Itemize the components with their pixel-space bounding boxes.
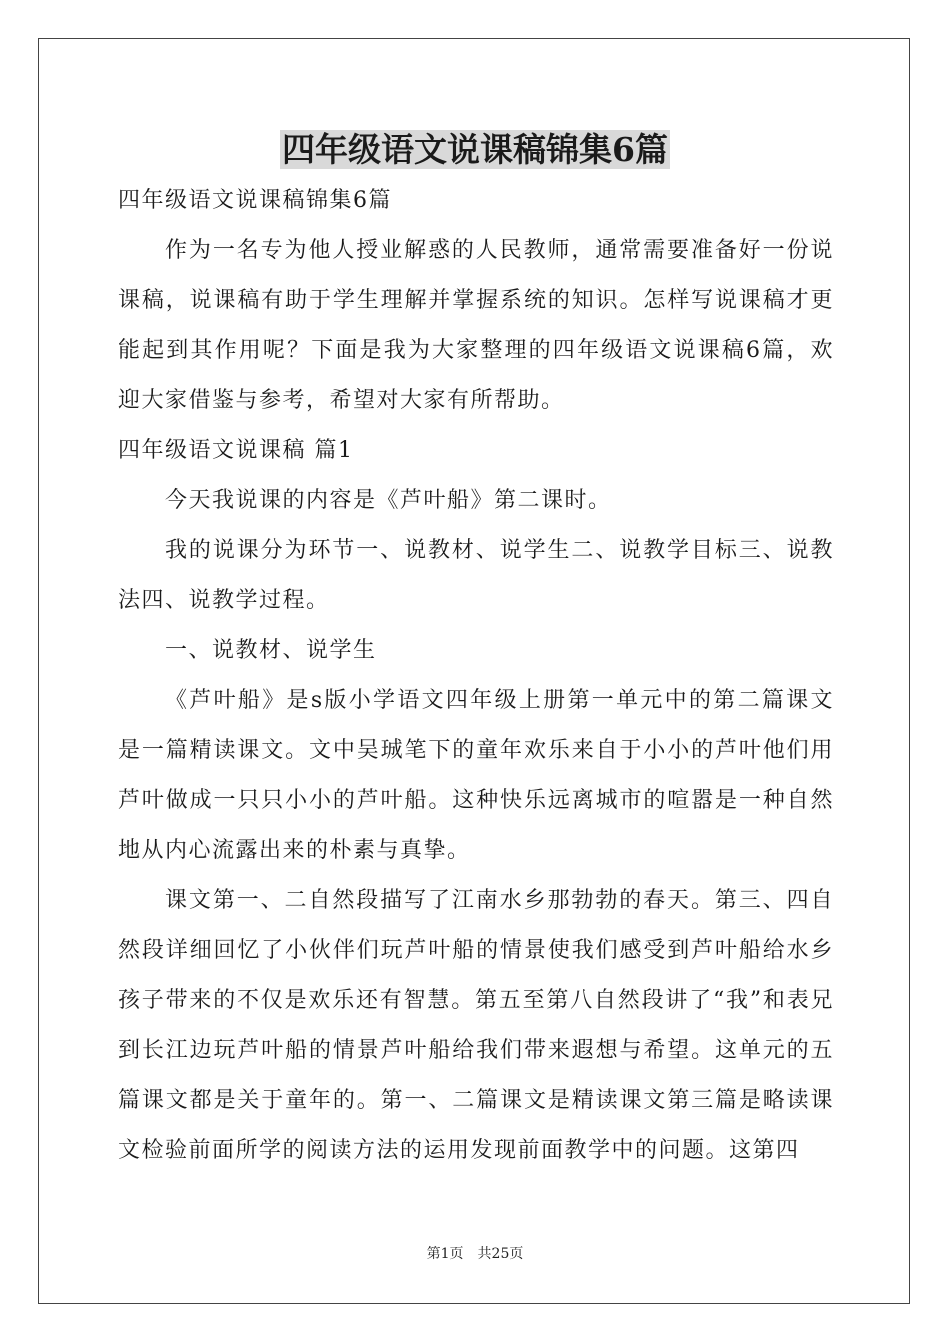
- paragraph: 我的说课分为环节一、说教材、说学生二、说教学目标三、说教法四、说教学过程。: [118, 538, 834, 613]
- paragraph: 课文第一、二自然段描写了江南水乡那勃勃的春天。第三、四自然段详细回忆了小伙伴们玩芦叶船的情景使我们感受到芦叶船给水乡孩子带来的不仅是欢乐还有智慧。第五至第八自然段讲了“我”和表兄到长江边玩芦叶船的情景芦叶船给我们带来遐想与希望。这单元的五篇课文都是关于童年的。第一、二篇课文是精读课文第三篇是略读课文检验前面所学的阅读方法的运用发现前面教学中的问题。这第四: [118, 888, 834, 1163]
- page-number: 第1页: [426, 1246, 464, 1262]
- page-footer: [0, 1243, 950, 1263]
- paragraph: 《芦叶船》是s版小学语文四年级上册第一单元中的第二篇课文是一篇精读课文。文中吴珹笔下的童年欢乐来自于小小的芦叶他们用芦叶做成一只只小小的芦叶船。这种快乐远离城市的喧嚣是一种自然地从内心流露出来的朴素与真挚。: [118, 688, 834, 863]
- paragraph-subtitle: 四年级语文说课稿锦集6篇: [118, 188, 392, 213]
- paragraph-intro: 作为一名专为他人授业解惑的人民教师，通常需要准备好一份说课稿，说课稿有助于学生理解并掌握系统的知识。怎样写说课稿才更能起到其作用呢？下面是我为大家整理的四年级语文说课稿6篇，欢迎大家借鉴与参考，希望对大家有所帮助。: [118, 238, 834, 413]
- paragraph: 今天我说课的内容是《芦叶船》第二课时。: [165, 488, 612, 513]
- document-title: 四年级语文说课稿锦集6篇: [282, 130, 668, 169]
- page-total: 共25页: [477, 1246, 524, 1262]
- subheading: 一、说教材、说学生: [165, 638, 377, 663]
- document-body: [118, 176, 834, 1176]
- section-heading-1: 四年级语文说课稿 篇1: [118, 438, 354, 463]
